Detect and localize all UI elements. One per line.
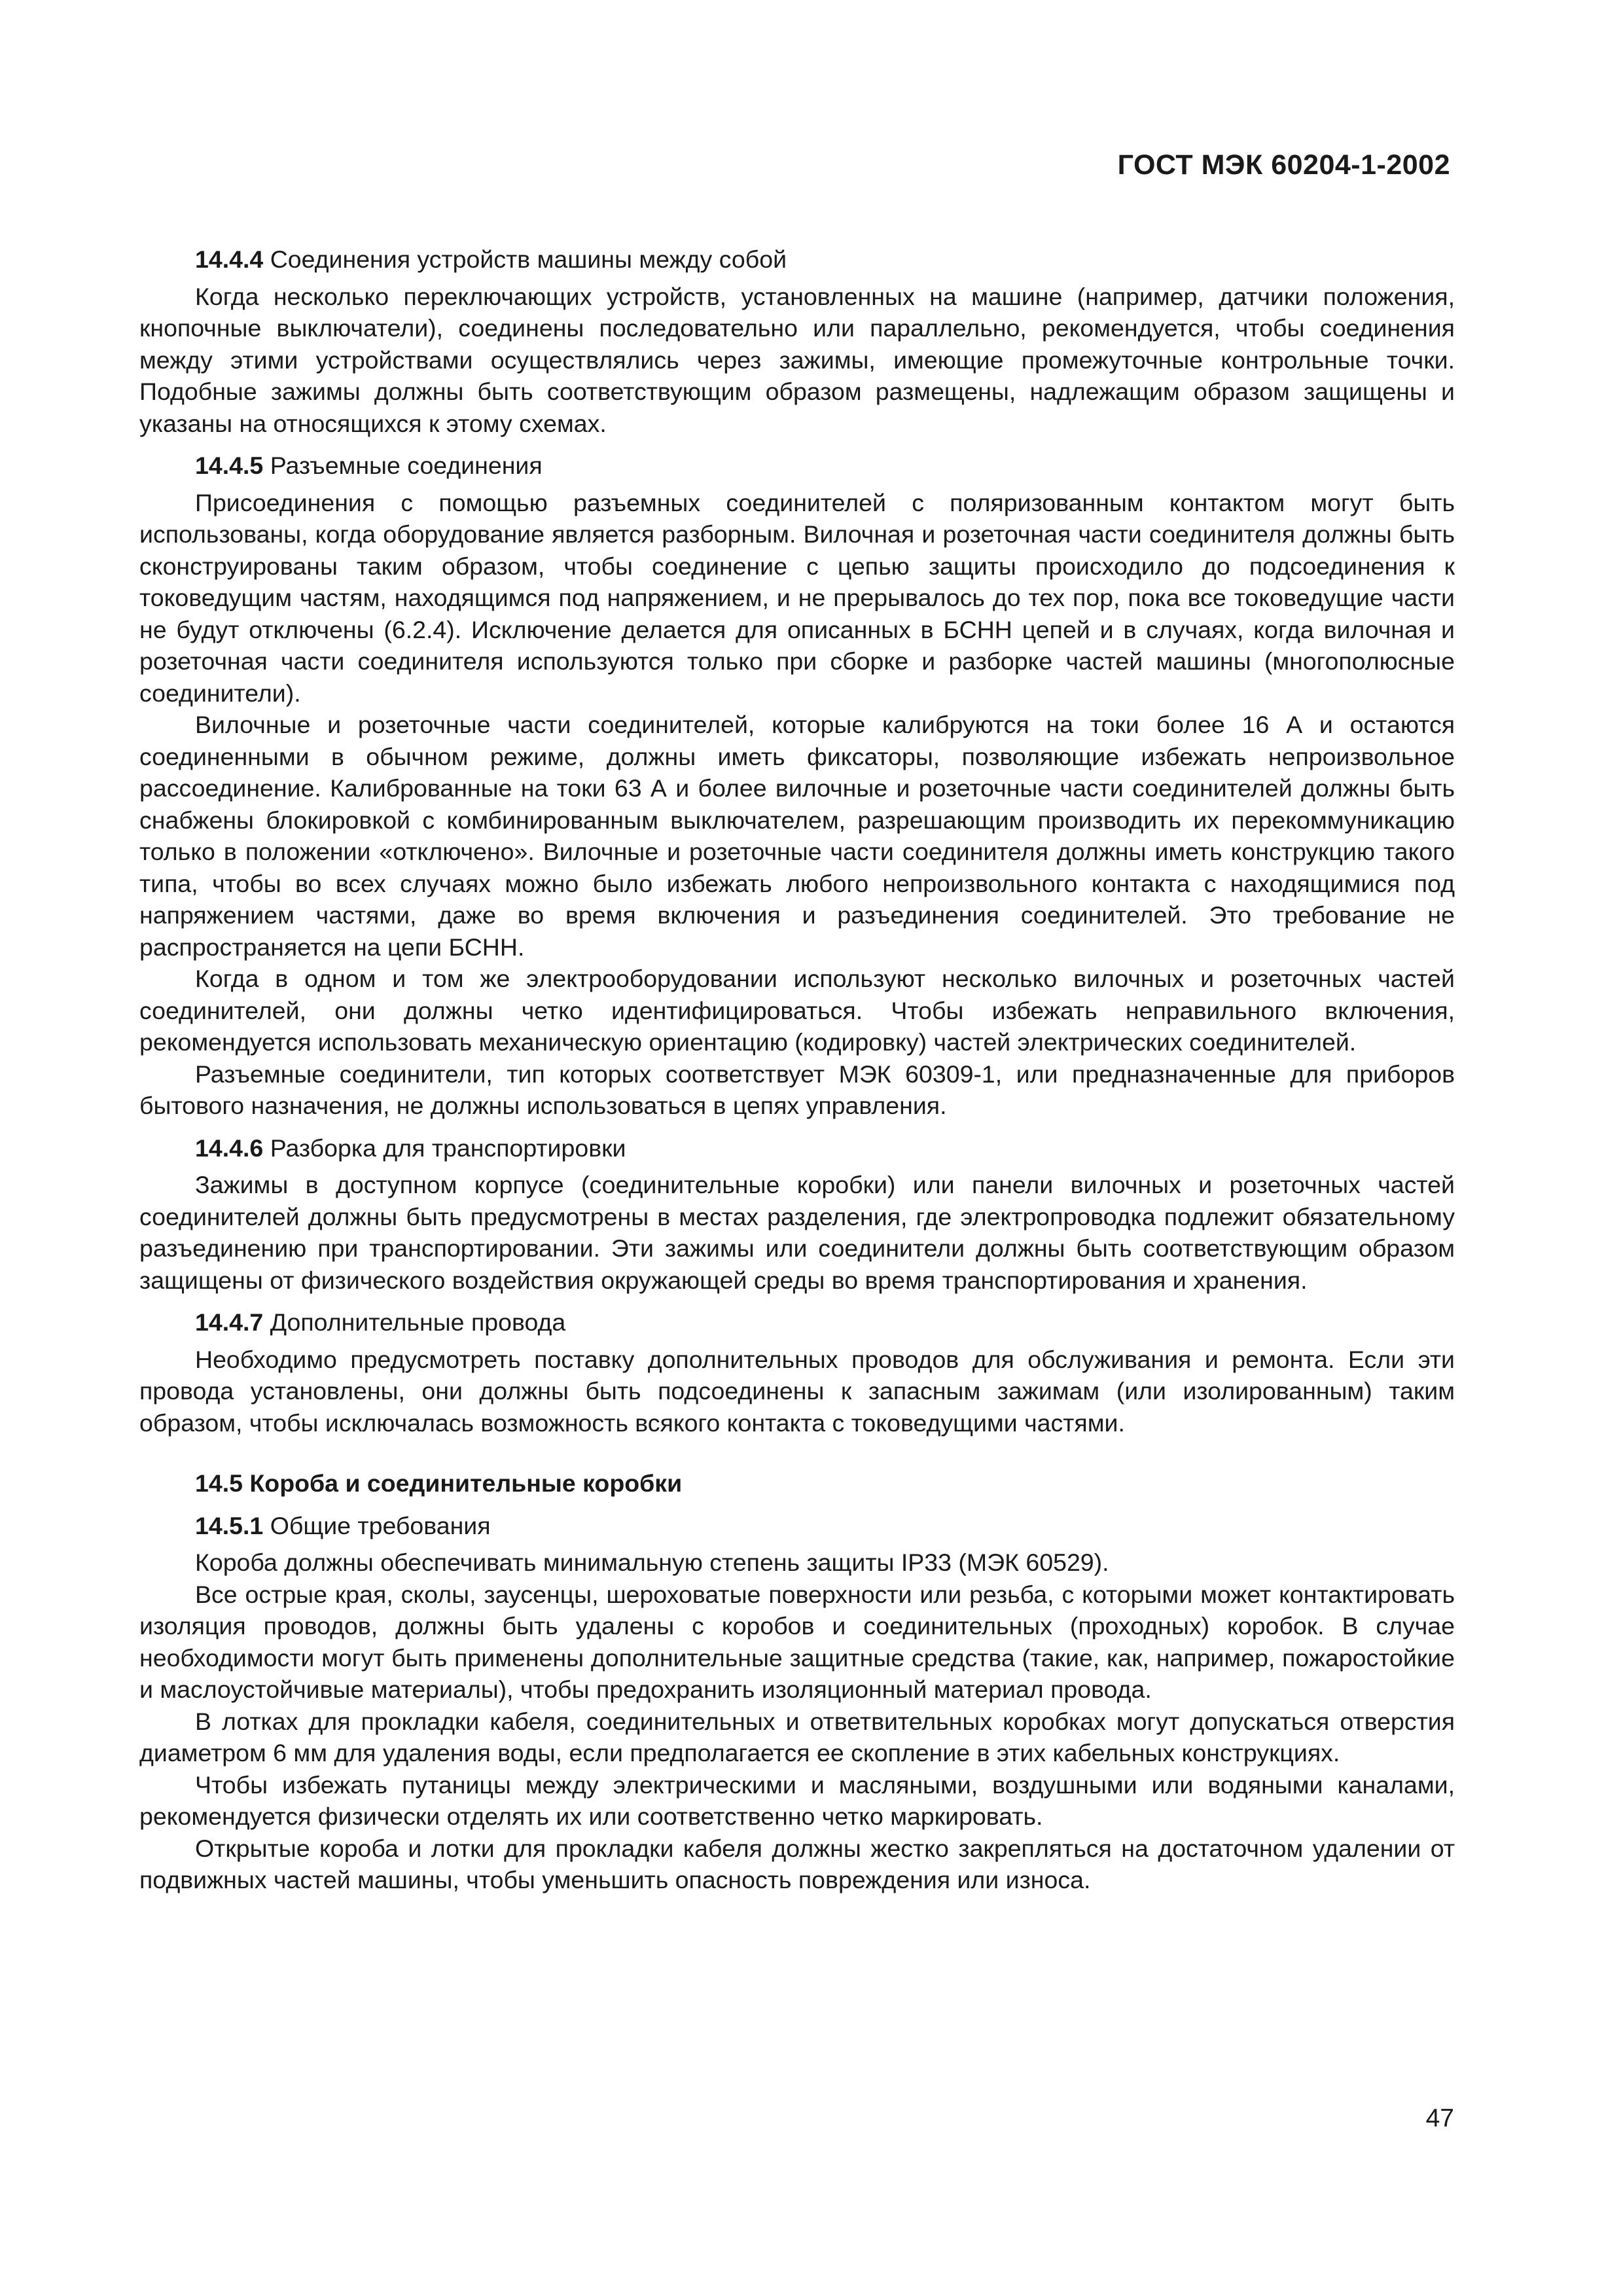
- clause-number: 14.4.5: [195, 452, 264, 479]
- paragraph: Когда несколько переключающих устройств, установленных на машине (например, датчики положения, кнопочные выключатели), соединены последовательно или параллельно, рекомендуется, чтобы соединения между этими устройствами осуществлялись через зажимы, имеющие промежуточные контрольные точки. Подобные зажимы должны быть соответствующим образом размещены, надлежащим образом защищены и указаны на относящихся к этому схемах.: [139, 282, 1455, 437]
- clause-14-4-4-heading: [139, 243, 1455, 276]
- clause-14-4-6-heading: [139, 1132, 1455, 1164]
- clause-number: 14.4.4: [195, 245, 264, 273]
- section-14-5-heading: 14.5 Короба и соединительные коробки: [195, 1469, 683, 1497]
- clause-title: Разборка для транспортировки: [270, 1134, 626, 1162]
- clause-14-4-7-heading: [139, 1306, 1455, 1338]
- document-body: [139, 233, 1455, 1896]
- paragraph: Присоединения с помощью разъемных соединителей с поляризованным контактом могут быть использованы, когда оборудование является разборным. Вилочная и розеточная части соединителя должны быть сконструированы таким образом, чтобы соединение с цепью защиты происходило до подсоединения к токоведущим частям, находящимся под напряжением, и не прерывалось до тех пор, пока все токоведущие части не будут отключены (6.2.4). Исключение делается для описанных в БСНН цепей и в случаях, когда вилочная и розеточная части соединителя используются только при сборке и разборке частей машины (многополюсные соединители).: [139, 488, 1455, 707]
- clause-title: Соединения устройств машины между собой: [270, 245, 787, 273]
- clause-number: 14.4.7: [195, 1308, 264, 1336]
- clause-14-4-5-heading: [139, 450, 1455, 482]
- paragraph: Когда в одном и том же электрооборудовании используют несколько вилочных и розеточных частей соединителей, они должны четко идентифицироваться. Чтобы избежать неправильного включения, рекомендуется использовать механическую ориентацию (кодировку) частей электрических соединителей.: [139, 965, 1455, 1056]
- clause-number: 14.4.6: [195, 1134, 264, 1162]
- page-number: 47: [1425, 2104, 1454, 2132]
- clause-title: Дополнительные провода: [270, 1308, 566, 1336]
- paragraph: В лотках для прокладки кабеля, соединительных и ответвительных коробках могут допускаться отверстия диаметром 6 мм для удаления воды, если предполагается ее скопление в этих кабельных конструкциях.: [139, 1707, 1455, 1767]
- paragraph: Необходимо предусмотреть поставку дополнительных проводов для обслуживания и ремонта. Если эти провода установлены, они должны быть подсоединены к запасным зажимам (или изолированным) таким образом, чтобы исключалась возможность всякого контакта с токоведущими частями.: [139, 1345, 1455, 1437]
- paragraph: Вилочные и розеточные части соединителей, которые калибруются на токи более 16 А и остаются соединенными в обычном режиме, должны иметь фиксаторы, позволяющие избежать непроизвольное рассоединение. Калиброванные на токи 63 А и более вилочные и розеточные части соединителей должны быть снабжены блокировкой с комбинированным выключателем, разрешающим производить их перекоммуникацию только в положении «отключено». Вилочные и розеточные части соединителя должны иметь конструкцию такого типа, чтобы во всех случаях можно было избежать любого непроизвольного контакта с находящимися под напряжением частями, даже во время включения и разъединения соединителей. Это требование не распространяется на цепи БСНН.: [139, 711, 1455, 961]
- clause-number: 14.5.1: [195, 1511, 264, 1539]
- document-standard-id: ГОСТ МЭК 60204-1-2002: [1117, 149, 1450, 181]
- clause-14-5-1-heading: [139, 1510, 1455, 1542]
- paragraph: Открытые короба и лотки для прокладки кабеля должны жестко закрепляться на достаточном удалении от подвижных частей машины, чтобы уменьшить опасность повреждения или износа.: [139, 1834, 1455, 1893]
- clause-title: Общие требования: [270, 1511, 491, 1539]
- paragraph: Разъемные соединители, тип которых соответствует МЭК 60309-1, или предназначенные для приборов бытового назначения, не должны использоваться в цепях управления.: [139, 1060, 1455, 1119]
- paragraph: Чтобы избежать путаницы между электрическими и масляными, воздушными или водяными каналами, рекомендуется физически отделять их или соответственно четко маркировать.: [139, 1770, 1455, 1830]
- paragraph: Все острые края, сколы, заусенцы, шероховатые поверхности или резьба, с которыми может контактировать изоляция проводов, должны быть удалены с коробов и соединительных (проходных) коробок. В случае необходимости могут быть применены дополнительные защитные средства (такие, как, например, пожаростойкие и маслоустойчивые материалы), чтобы предохранить изоляционный материал провода.: [139, 1580, 1455, 1703]
- paragraph: Короба должны обеспечивать минимальную степень защиты IP33 (МЭК 60529).: [195, 1549, 1109, 1576]
- paragraph: Зажимы в доступном корпусе (соединительные коробки) или панели вилочных и розеточных частей соединителей должны быть предусмотрены в местах разделения, где электропроводка подлежит обязательному разъединению при транспортировании. Эти зажимы или соединители должны быть соответствующим образом защищены от физического воздействия окружающей среды во время транспортирования и хранения.: [139, 1171, 1455, 1294]
- clause-title: Разъемные соединения: [270, 452, 543, 479]
